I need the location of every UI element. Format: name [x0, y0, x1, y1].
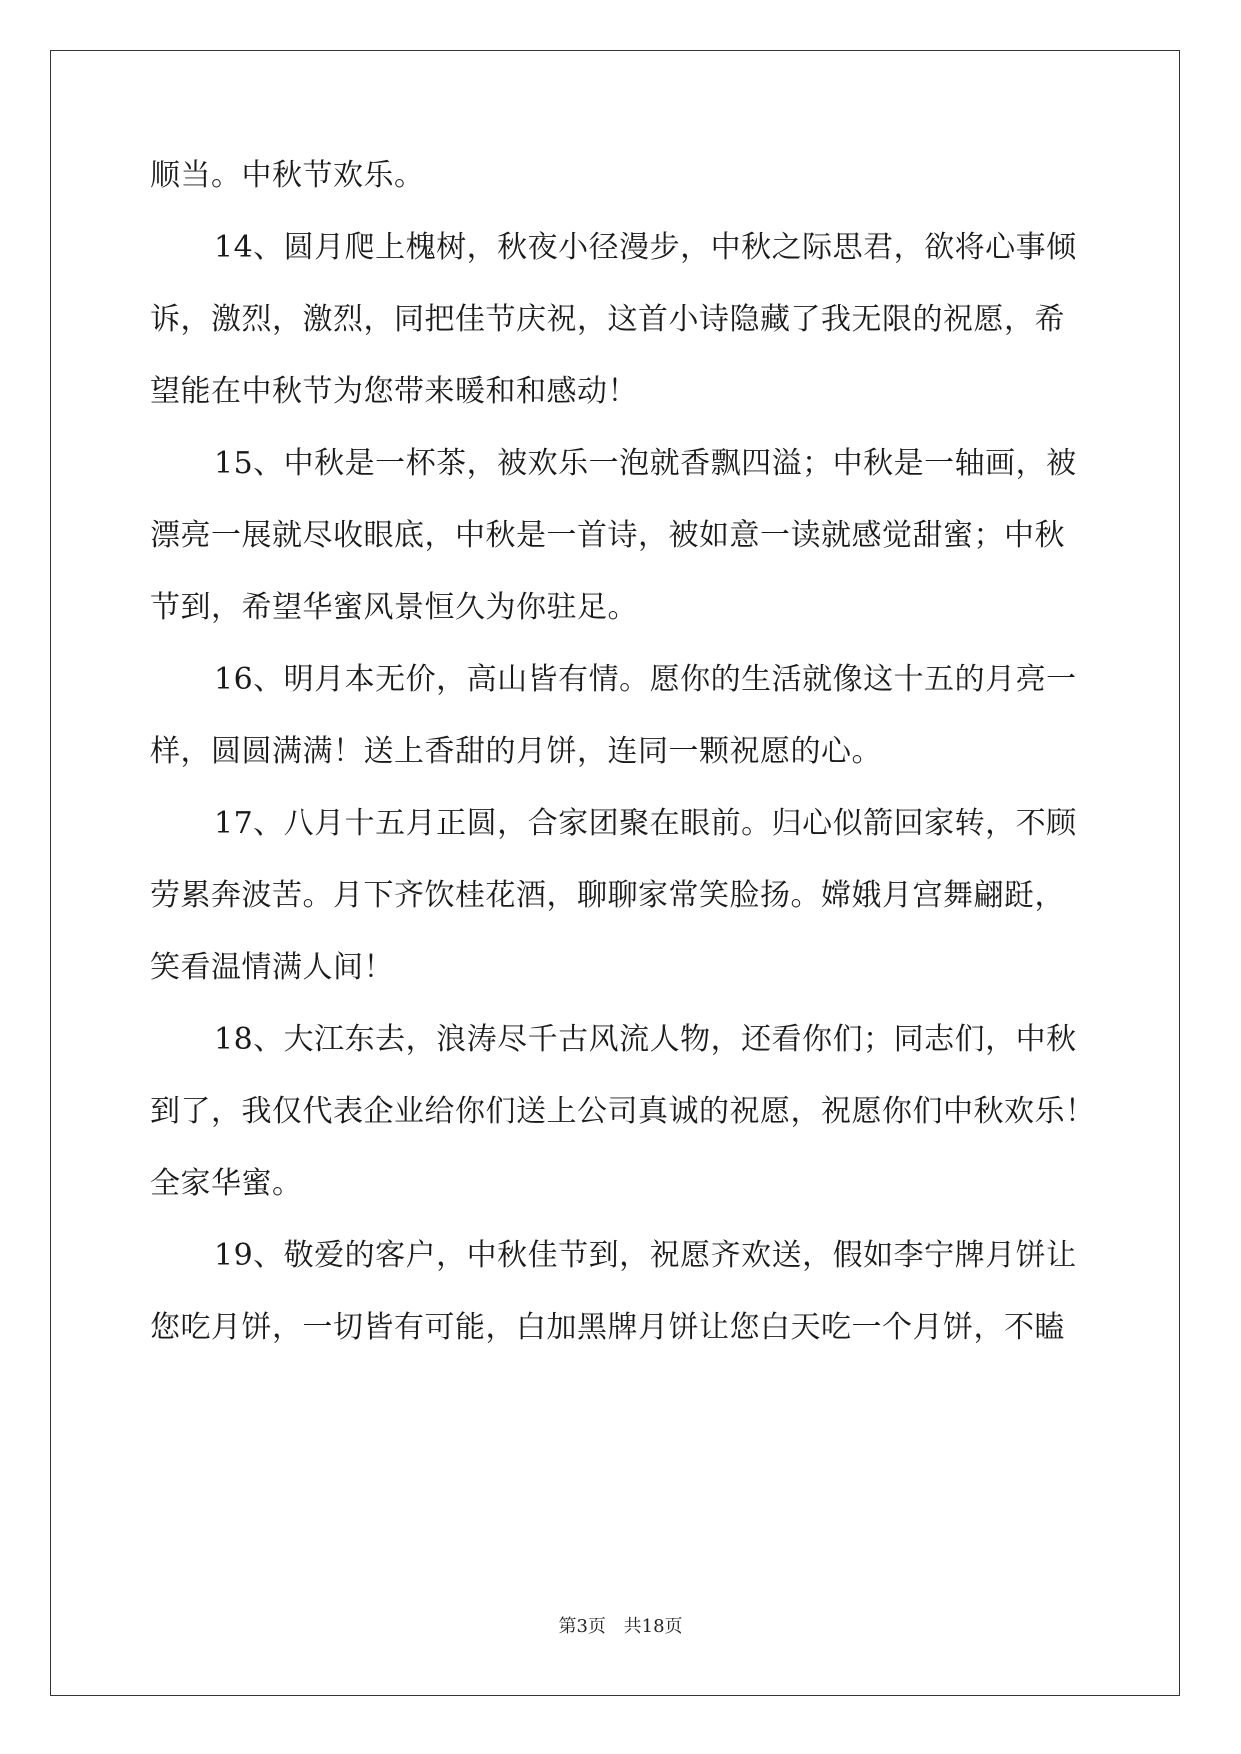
paragraph-15-line: 漂亮一展就尽收眼底，中秋是一首诗，被如意一读就感觉甜蜜；中秋: [150, 518, 1065, 553]
paragraph-16-line: 样，圆圆满满！送上香甜的月饼，连同一颗祝愿的心。: [150, 734, 882, 769]
paragraph-17-line: 17、八月十五月正圆，合家团聚在眼前。归心似箭回家转，不顾: [214, 806, 1077, 841]
paragraph-18-line: 到了，我仅代表企业给你们送上公司真诚的祝愿，祝愿你们中秋欢乐！: [150, 1094, 1096, 1129]
paragraph-19-line: 19、敬爱的客户，中秋佳节到，祝愿齐欢送，假如李宁牌月饼让: [214, 1238, 1077, 1273]
page-number-total: 共18页: [623, 1616, 683, 1637]
paragraph-14-line: 诉，激烈，激烈，同把佳节庆祝，这首小诗隐藏了我无限的祝愿，希: [150, 302, 1065, 337]
text-line: 顺当。中秋节欢乐。: [150, 158, 425, 193]
page-footer: [0, 1615, 1241, 1639]
paragraph-18-line: 全家华蜜。: [150, 1166, 303, 1201]
paragraph-15-line: 节到，希望华蜜风景恒久为你驻足。: [150, 590, 638, 625]
paragraph-17-line: 笑看温情满人间！: [150, 950, 394, 985]
paragraph-15-line: 15、中秋是一杯茶，被欢乐一泡就香飘四溢；中秋是一轴画，被: [214, 446, 1077, 481]
paragraph-17-line: 劳累奔波苦。月下齐饮桂花酒，聊聊家常笑脸扬。嫦娥月宫舞翩跹，: [150, 878, 1065, 913]
paragraph-14-line: 14、圆月爬上槐树，秋夜小径漫步，中秋之际思君，欲将心事倾: [214, 230, 1077, 265]
page-number-current: 第3页: [558, 1616, 606, 1637]
paragraph-14-line: 望能在中秋节为您带来暖和和感动！: [150, 374, 638, 409]
paragraph-16-line: 16、明月本无价，高山皆有情。愿你的生活就像这十五的月亮一: [214, 662, 1077, 697]
paragraph-18-line: 18、大江东去，浪涛尽千古风流人物，还看你们；同志们，中秋: [214, 1022, 1077, 1057]
page-border: [50, 50, 1180, 1696]
paragraph-19-line: 您吃月饼，一切皆有可能，白加黑牌月饼让您白天吃一个月饼，不瞌: [150, 1310, 1065, 1345]
